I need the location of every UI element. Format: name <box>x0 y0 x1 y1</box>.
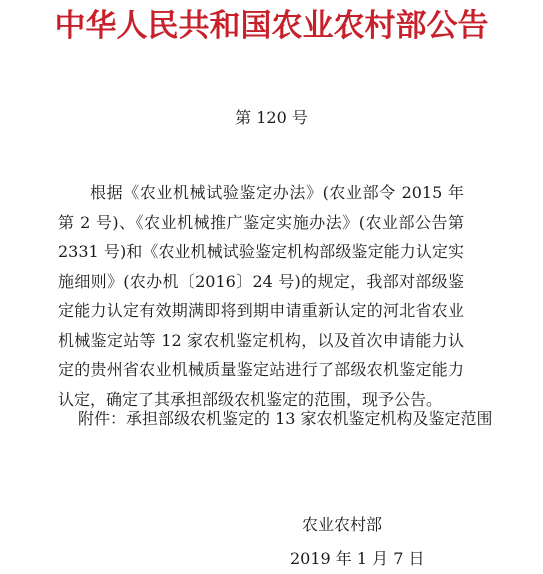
signature-date: 2019 年 1 月 7 日 <box>290 549 425 568</box>
signature-organization: 农业农村部 <box>302 515 383 534</box>
document-attachment-line: 附件：承担部级农机鉴定的 13 家农机鉴定机构及鉴定范围 <box>78 409 493 428</box>
document-header-title: 中华人民共和国农业农村部公告 <box>54 8 489 44</box>
document-body-paragraph: 根据《农业机械试验鉴定办法》(农业部令 2015 年第 2 号)、《农业机械推广鉴定实施办法》(农业部公告第 2331 号)和《农业机械试验鉴定机构部级鉴定能力认定实施细则》(农办机〔2016〕24 号)的规定，我部对部级鉴定能力认定有效期满即将到期申请重新认定的河北省农业机械鉴定站等 12 家农机鉴定机构，以及首次申请能力认定的贵州省农业机械质量鉴定站进行了部级农机鉴定能力认定，确定了其承担部级农机鉴定的范围，现予公告。 <box>58 183 464 409</box>
document-number: 第 120 号 <box>235 108 308 127</box>
